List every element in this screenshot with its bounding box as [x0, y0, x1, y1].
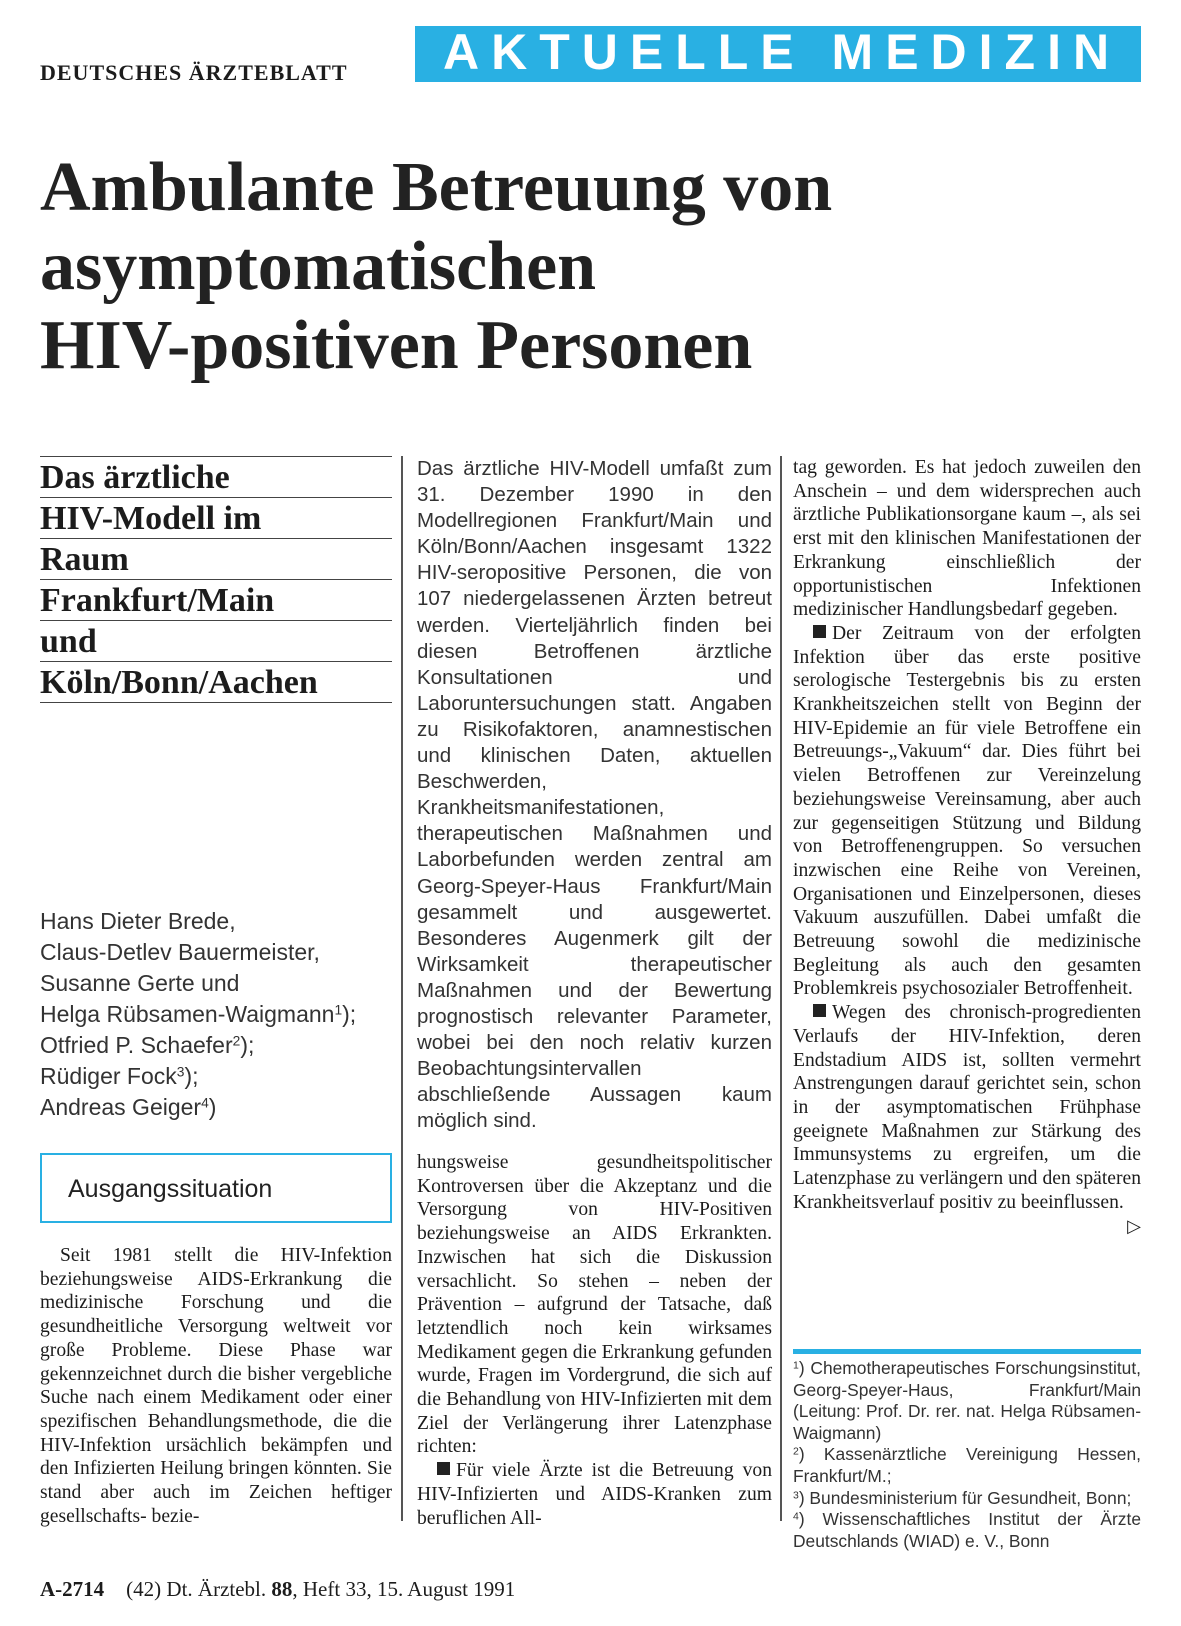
body-column-1: [40, 1244, 392, 1528]
body-paragraph: Wegen des chronisch-progredienten Verlaufs der HIV-Infektion, deren Endstadium AIDS ist, sollten vermehrt Anstrengungen darauf gerichtet sein, schon in der asymptomatischen Frühphase geeignete Maßnahmen zur Stärkung des Immunsystems zu ergreifen, um die Latenzphase zu verlängern und den späteren Krankheitsverlauf positiv zu beeinflussen. ▷: [793, 1002, 1141, 1237]
page-footer: [40, 1577, 515, 1602]
author: Susanne Gerte und: [40, 970, 240, 996]
citation: (42) Dt. Ärztebl.: [126, 1577, 267, 1601]
square-bullet-icon: [813, 1004, 826, 1017]
affiliation-marker: 2: [232, 1033, 241, 1049]
body-column-2: [417, 1151, 772, 1530]
footnote: $^3$) Bundesministerium für Gesundheit, Bonn;: [793, 1487, 1132, 1508]
author: Helga Rübsamen-Waigmann$^1$);: [40, 1001, 357, 1027]
column-divider: [401, 456, 403, 1521]
body-paragraph: Seit 1981 stellt die HIV-Infektion beziehungsweise AIDS-Erkrankung die medizinische Forschung und die gesundheitliche Versorgung weltweit vor große Probleme. Diese Phase war gekennzeichnet durch die bisher vergebliche Suche nach einem Medikament oder einer spezifischen Behandlungsmethode, die die HIV-Infektion ursächlich bekämpfen und den Infizierten Heilung bringen könnten. Sie stand aber auch im Zeichen heftiger gesellschafts- bezie-: [40, 1245, 392, 1527]
column-divider: [780, 456, 782, 1521]
section-heading-box: [40, 1153, 392, 1223]
author: Hans Dieter Brede,: [40, 908, 236, 934]
volume: 88: [271, 1577, 293, 1601]
page-number: A-2714: [40, 1577, 105, 1601]
subtitle-line: Köln/Bonn/Aachen: [40, 661, 392, 703]
author: Rüdiger Fock$^3$);: [40, 1063, 199, 1089]
affiliation-marker: 4: [201, 1095, 209, 1111]
footnote-rule: [793, 1349, 1141, 1354]
subtitle-line: HIV-Modell im: [40, 497, 392, 538]
body-paragraph: hungsweise gesundheitspolitischer Kontroversen über die Akzeptanz und die Versorgung von HIV-Positiven beziehungsweise an AIDS Erkrankten. Inzwischen hat sich die Diskussion versachlicht. So stehen – neben der Prävention – aufgrund der Tatsache, daß letztendlich noch kein wirksames Medikament gegen die Erkrankung gefunden wurde, Fragen im Vordergrund, die sich auf die Behandlung von HIV-Infizierten mit dem Ziel der Verlängerung ihrer Latenzphase richten:: [417, 1152, 772, 1458]
subtitle-line: Raum: [40, 538, 392, 579]
article-subtitle: [40, 456, 392, 703]
continue-arrow-icon: ▷: [1127, 1215, 1141, 1237]
subtitle-line: Das ärztliche: [40, 456, 392, 497]
subtitle-line: und: [40, 620, 392, 661]
subtitle-line: Frankfurt/Main: [40, 579, 392, 620]
journal-name: DEUTSCHES ÄRZTEBLATT: [40, 60, 348, 85]
title-line: HIV-positiven Personen: [40, 307, 753, 384]
author: Andreas Geiger$^4$): [40, 1094, 217, 1120]
title-line: Ambulante Betreuung von: [40, 149, 833, 226]
affiliation-marker: 3: [176, 1064, 185, 1080]
square-bullet-icon: [437, 1462, 450, 1475]
intro-paragraph: Das ärztliche HIV-Modell umfaßt zum 31. Dezember 1990 in den Modellregionen Frankfurt/Main und Köln/Bonn/Aachen insgesamt 1322 HIV-seropositive Personen, die von 107 niedergelassenen Ärzten betreut werden. Vierteljährlich finden bei diesen Betroffenen ärztliche Konsultationen und Laboruntersuchungen statt. Angaben zu Risikofaktoren, anamnestischen und klinischen Daten, aktuellen Beschwerden, Krankheitsmanifestationen, therapeutischen Maßnahmen und Laborbefunden werden zentral am Georg-Speyer-Haus Frankfurt/Main gesammelt und ausgewertet. Besonderes Augenmerk gilt der Wirksamkeit therapeutischer Maßnahmen und der Bewertung prognostisch relevanter Parameter, wobei bei den noch relativ kurzen Beobachtungsintervallen abschließende Aussagen kaum möglich sind.: [417, 457, 772, 1133]
section-banner: AKTUELLE MEDIZIN: [415, 26, 1141, 82]
body-paragraph: Der Zeitraum von der erfolgten Infektion über das erste positive serologische Testergebnis bis zu ersten Krankheitszeichen stellt von Beginn der HIV-Epidemie an für viele Betroffene ein Betreuungs-„Vakuum“ dar. Dies führt bei vielen Betroffenen zur Vereinzelung beziehungsweise Vereinsamung, aber auch zur gegenseitigen Stützung und Bildung von Betroffenengruppen. So versuchen inzwischen eine Reihe von Vereinen, Organisationen und Einzelpersonen, dieses Vakuum auszufüllen. Dabei umfaßt die Betreuung sowohl die medizinische Begleitung als auch den gesamten Problemkreis psychosozialer Betroffenheit.: [793, 622, 1141, 1000]
citation-rest: , Heft 33, 15. August 1991: [292, 1577, 516, 1601]
author: Claus-Detlev Bauermeister,: [40, 939, 320, 965]
footnote: $^1$) Chemotherapeutisches Forschungsinstitut, Georg-Speyer-Haus, Frankfurt/Main (Leitung: Prof. Dr. rer. nat. Helga Rübsamen-Waigmann): [793, 1358, 1141, 1443]
section-heading: Ausgangssituation: [68, 1175, 273, 1203]
article-title: [40, 148, 1120, 385]
body-paragraph: tag geworden. Es hat jedoch zuweilen den Anschein – und dem widersprechen auch ärztliche Publikationsorgane kaum –, als sei erst mit den klinischen Manifestationen der Erkrankung einschließlich der opportunistischen Infektionen medizinischer Handlungsbedarf gegeben.: [793, 457, 1141, 621]
body-column-3: [793, 456, 1141, 1238]
footnotes: [793, 1358, 1141, 1552]
author: Otfried P. Schaefer$^2$);: [40, 1032, 255, 1058]
body-paragraph: Für viele Ärzte ist die Betreuung von HIV-Infizierten und AIDS-Kranken zum beruflichen All-: [417, 1460, 772, 1529]
affiliation-marker: 1: [334, 1002, 343, 1018]
title-line: asymptomatischen: [40, 228, 597, 305]
author-list: [40, 906, 392, 1123]
footnote: $^2$) Kassenärztliche Vereinigung Hessen, Frankfurt/M.;: [793, 1444, 1141, 1486]
square-bullet-icon: [813, 625, 826, 638]
footnote: $^4$) Wissenschaftliches Institut der Ärzte Deutschlands (WIAD) e. V., Bonn: [793, 1509, 1141, 1551]
